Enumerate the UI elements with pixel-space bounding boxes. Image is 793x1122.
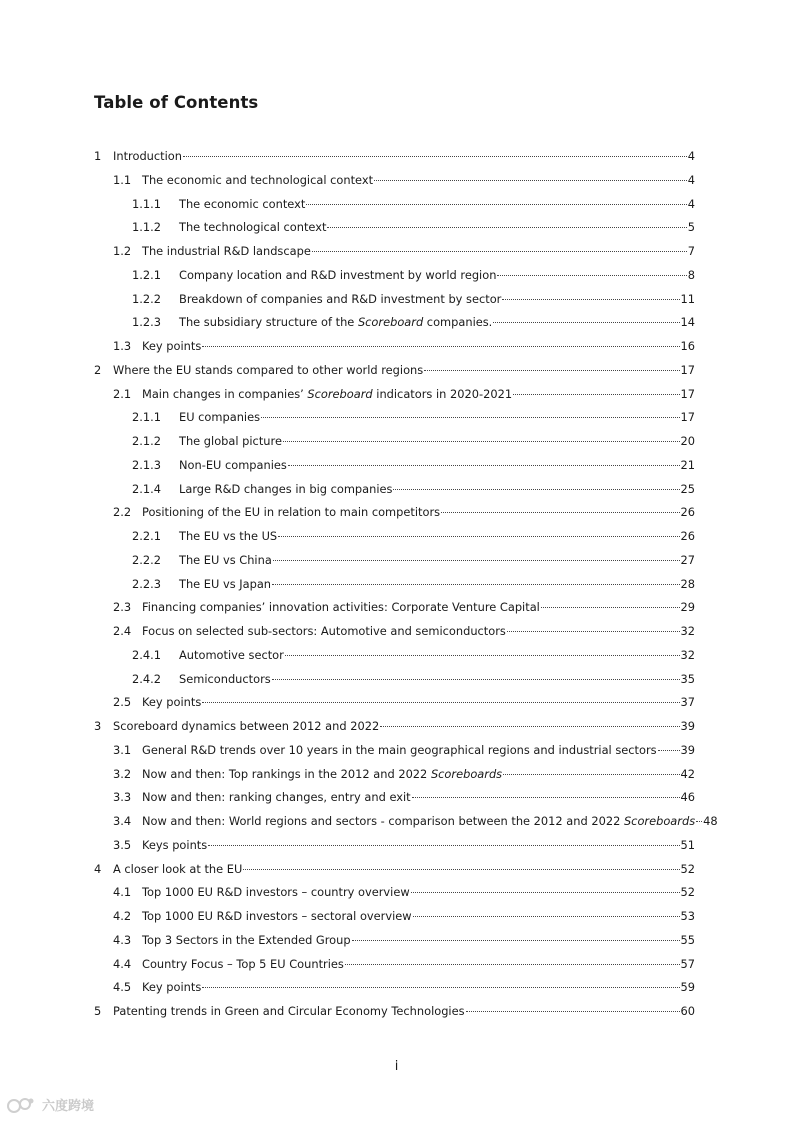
toc-entry-title: EU companies xyxy=(179,410,261,425)
toc-entry-title: The industrial R&D landscape xyxy=(142,244,311,258)
toc-entry[interactable] xyxy=(94,264,695,288)
dot-leader xyxy=(658,750,680,751)
toc-entry-page: 32 xyxy=(680,624,695,638)
page-number: i xyxy=(394,1059,399,1074)
toc-entry-page: 4 xyxy=(687,149,695,163)
toc-entry-title-emphasis: Scoreboard xyxy=(307,386,373,401)
dot-leader xyxy=(202,346,679,347)
watermark xyxy=(6,1095,94,1114)
toc-entry[interactable] xyxy=(94,454,695,478)
toc-entry-page: 35 xyxy=(680,671,695,686)
toc-entry[interactable] xyxy=(94,549,695,573)
toc-entry-page: 4 xyxy=(687,196,695,211)
toc-entry-number: 2.1.3 xyxy=(132,457,161,472)
toc-entry-number: 5 xyxy=(94,1004,102,1018)
toc-entry-page: 57 xyxy=(680,956,695,971)
toc-entry-page: 21 xyxy=(680,457,695,472)
toc-entry-number: 2.3 xyxy=(113,600,132,615)
dot-leader xyxy=(273,560,680,561)
toc-entry-title: Breakdown of companies and R&D investment by sector xyxy=(179,291,502,306)
toc-entry-page: 5 xyxy=(687,220,695,235)
dot-leader xyxy=(374,180,687,181)
dot-leader xyxy=(183,156,687,157)
toc-entry-title-emphasis: Scoreboard xyxy=(357,315,424,330)
toc-entry-page: 26 xyxy=(680,505,695,520)
toc-entry-number: 2.4 xyxy=(113,624,132,638)
dot-leader xyxy=(497,275,686,276)
toc-entry-title: Positioning of the EU in relation to main competitors xyxy=(142,505,441,520)
toc-entry[interactable] xyxy=(94,335,695,359)
toc-entry-title: Top 1000 EU R&D investors – country overview xyxy=(142,885,410,900)
toc-entry-number: 4.1 xyxy=(113,885,132,900)
toc-entry[interactable] xyxy=(94,976,695,1000)
dot-leader xyxy=(352,940,680,941)
toc-entry-title xyxy=(142,383,512,407)
dot-leader xyxy=(208,845,679,846)
toc-entry-page: 7 xyxy=(687,244,695,258)
toc-entry-number: 2.2.1 xyxy=(132,529,161,543)
toc-entry-title: General R&D trends over 10 years in the main geographical regions and industrial sectors xyxy=(142,742,657,757)
toc-entry-title: Large R&D changes in big companies xyxy=(179,481,393,496)
dot-leader xyxy=(413,916,680,917)
toc-entry[interactable] xyxy=(94,359,695,383)
toc-entry[interactable] xyxy=(94,858,695,882)
toc-entry-title-part: Main changes in companies’ xyxy=(142,386,308,401)
toc-entry-title: Introduction xyxy=(113,149,182,163)
toc-entry-number: 2.1 xyxy=(113,386,132,401)
toc-entry-number: 1.1.2 xyxy=(132,220,161,235)
toc-entry[interactable] xyxy=(94,311,695,335)
dot-leader xyxy=(393,489,679,490)
toc-entry-page: 16 xyxy=(680,339,695,353)
toc-entry-number: 1.3 xyxy=(113,339,132,353)
toc-entry-number: 2.4.1 xyxy=(132,647,161,662)
toc-entry-number: 4.3 xyxy=(113,932,132,947)
toc-entry-title: Where the EU stands compared to other world regions xyxy=(113,362,424,377)
toc-entry[interactable] xyxy=(94,881,695,905)
dot-leader xyxy=(272,584,679,585)
toc-entry-title: Patenting trends in Green and Circular Economy Technologies xyxy=(113,1004,465,1018)
dot-leader xyxy=(412,797,680,798)
dot-leader xyxy=(202,702,679,703)
dot-leader xyxy=(466,1011,680,1012)
toc-entry-number: 1.2.3 xyxy=(132,315,161,330)
dot-leader xyxy=(380,726,679,727)
toc-entry[interactable] xyxy=(94,691,695,715)
toc-entry[interactable] xyxy=(94,216,695,240)
dot-leader xyxy=(503,774,679,775)
toc-entry-number: 1.1 xyxy=(113,172,132,187)
toc-entry-title: The economic context xyxy=(179,196,306,211)
dot-leader xyxy=(272,679,680,680)
toc-entry-page: 8 xyxy=(687,267,695,282)
toc-entry-title-part: Now and then: Top rankings in the 2012 and 2022 xyxy=(142,766,431,781)
toc-entry-page: 11 xyxy=(680,291,695,306)
dot-leader xyxy=(493,322,679,323)
toc-entry[interactable] xyxy=(94,668,695,692)
dot-leader xyxy=(243,869,679,870)
toc-entry-title-emphasis: Scoreboards xyxy=(430,766,503,781)
toc-entry[interactable] xyxy=(94,169,695,193)
toc-entry-page: 27 xyxy=(680,552,695,567)
toc-entry-number: 3.2 xyxy=(113,766,132,781)
toc-entry[interactable] xyxy=(94,1000,695,1024)
toc-entry-page: 52 xyxy=(680,861,695,876)
toc-entry-number: 2.2.2 xyxy=(132,552,161,567)
toc-entry[interactable] xyxy=(94,596,695,620)
toc-entry-page: 39 xyxy=(680,719,695,733)
toc-entry[interactable] xyxy=(94,834,695,858)
toc-entry[interactable] xyxy=(94,240,695,264)
toc-entry-page: 14 xyxy=(680,315,695,330)
toc-entry[interactable] xyxy=(94,929,695,953)
dot-leader xyxy=(306,204,686,205)
toc-entry-number: 1.2.2 xyxy=(132,291,161,306)
toc-entry-title: Focus on selected sub-sectors: Automotive and semiconductors xyxy=(142,624,506,638)
dot-leader xyxy=(502,299,679,300)
toc-entry-page: 17 xyxy=(680,386,695,401)
dot-leader xyxy=(696,821,702,822)
dot-leader xyxy=(327,227,686,228)
toc-entry-title: Keys points xyxy=(142,837,208,852)
toc-entry-page: 4 xyxy=(687,172,695,187)
toc-entry-page: 28 xyxy=(680,576,695,591)
toc-entry-number: 2.2 xyxy=(113,505,132,520)
toc-entry-page: 26 xyxy=(680,529,695,543)
toc-entry[interactable] xyxy=(94,810,718,834)
toc-entry-number: 2.1.1 xyxy=(132,410,161,425)
toc-entry-number: 3.5 xyxy=(113,837,132,852)
page-title: Table of Contents xyxy=(94,93,259,112)
logo-mark-icon xyxy=(6,1096,36,1114)
toc-entry-number: 2.2.3 xyxy=(132,576,161,591)
dot-leader xyxy=(312,251,687,252)
toc-entry-title: Key points xyxy=(142,339,202,353)
dot-leader xyxy=(424,370,679,371)
toc-entry-page: 53 xyxy=(680,909,695,923)
toc-entry-title: Automotive sector xyxy=(179,647,284,662)
toc-entry-title: Top 1000 EU R&D investors – sectoral overview xyxy=(142,909,412,923)
dot-leader xyxy=(441,512,679,513)
toc-entry-page: 42 xyxy=(680,766,695,781)
toc-entry-number: 2.5 xyxy=(113,695,132,710)
toc-entry-number: 3.3 xyxy=(113,790,132,805)
toc-entry-title: Now and then: ranking changes, entry and exit xyxy=(142,790,411,805)
dot-leader xyxy=(345,964,680,965)
toc-entry[interactable] xyxy=(94,786,695,810)
toc-entry-title-emphasis: Scoreboards xyxy=(623,814,696,828)
dot-leader xyxy=(288,465,680,466)
toc-entry[interactable] xyxy=(94,739,695,763)
toc-entry-title: The global picture xyxy=(179,434,282,448)
toc-entry-page: 59 xyxy=(680,980,695,995)
toc-entry-page: 39 xyxy=(680,742,695,757)
toc-entry-title xyxy=(142,763,502,787)
toc-entry[interactable] xyxy=(94,644,695,668)
toc-entry-page: 48 xyxy=(703,814,718,828)
toc-entry-title: The EU vs the US xyxy=(179,529,278,543)
toc-entry-number: 4 xyxy=(94,861,102,876)
dot-leader xyxy=(507,631,680,632)
toc-entry[interactable] xyxy=(94,193,695,217)
dot-leader xyxy=(278,536,679,537)
toc-entry-title-part: The subsidiary structure of the xyxy=(179,315,358,330)
toc-entry-page: 55 xyxy=(680,932,695,947)
toc-entry-number: 1.1.1 xyxy=(132,196,161,211)
watermark-text: 六度跨境 xyxy=(42,1099,95,1114)
toc-entry-title-part: Now and then: World regions and sectors - comparison between the 2012 and 2022 xyxy=(142,814,624,828)
toc-entry-title: Scoreboard dynamics between 2012 and 2022 xyxy=(113,719,380,733)
toc-entry[interactable] xyxy=(94,525,695,549)
toc-entry[interactable] xyxy=(94,478,695,502)
toc-entry[interactable] xyxy=(94,715,695,739)
toc-entry[interactable] xyxy=(94,905,695,929)
toc-entry-title: The EU vs Japan xyxy=(179,576,272,591)
toc-entry-number: 2.1.2 xyxy=(132,434,161,448)
toc-entry[interactable] xyxy=(94,501,695,525)
toc-entry-page: 60 xyxy=(680,1004,695,1018)
toc-entry-number: 3.4 xyxy=(113,814,132,828)
toc-entry[interactable] xyxy=(94,406,695,430)
toc-entry-page: 25 xyxy=(680,481,695,496)
toc-entry-number: 3.1 xyxy=(113,742,132,757)
dot-leader xyxy=(283,441,680,442)
dot-leader xyxy=(411,892,680,893)
toc-entry-title: Country Focus – Top 5 EU Countries xyxy=(142,956,344,971)
toc-entry-title: Financing companies’ innovation activities: Corporate Venture Capital xyxy=(142,600,540,615)
toc-entry-page: 52 xyxy=(680,885,695,900)
toc-entry-page: 51 xyxy=(680,837,695,852)
toc-entry-title: Key points xyxy=(142,695,202,710)
toc-entry-page: 37 xyxy=(680,695,695,710)
toc-entry-number: 2.4.2 xyxy=(132,671,161,686)
dot-leader xyxy=(261,417,679,418)
toc-entry-title: Company location and R&D investment by world region xyxy=(179,267,497,282)
toc-entry-page: 29 xyxy=(680,600,695,615)
toc-entry[interactable] xyxy=(94,573,695,597)
toc-entry[interactable] xyxy=(94,953,695,977)
toc-entry[interactable] xyxy=(94,620,695,644)
toc-entry-number: 4.2 xyxy=(113,909,132,923)
toc-entry-title: Non-EU companies xyxy=(179,457,287,472)
toc-entry-number: 1 xyxy=(94,149,102,163)
dot-leader xyxy=(513,394,679,395)
toc-entry-title-part: companies. xyxy=(423,315,493,330)
toc-entry-title: A closer look at the EU xyxy=(113,861,243,876)
toc-entry-page: 32 xyxy=(680,647,695,662)
toc-entry[interactable] xyxy=(94,383,695,407)
toc-entry-number: 1.2 xyxy=(113,244,132,258)
toc-entry-number: 2 xyxy=(94,362,102,377)
dot-leader xyxy=(202,987,679,988)
toc-entry[interactable] xyxy=(94,763,695,787)
toc-entry-title xyxy=(142,810,695,834)
toc-entry-page: 17 xyxy=(680,410,695,425)
toc-entry-title: Semiconductors xyxy=(179,671,271,686)
table-of-contents xyxy=(94,145,718,1024)
toc-entry[interactable] xyxy=(94,288,695,312)
toc-entry-title xyxy=(179,311,492,335)
toc-entry-title: Top 3 Sectors in the Extended Group xyxy=(142,932,351,947)
toc-entry[interactable] xyxy=(94,145,695,169)
toc-entry-title-part: indicators in 2020-2021 xyxy=(372,386,513,401)
dot-leader xyxy=(541,607,680,608)
toc-entry-number: 1.2.1 xyxy=(132,267,161,282)
toc-entry-title: The economic and technological context xyxy=(142,172,374,187)
toc-entry-title: The EU vs China xyxy=(179,552,272,567)
toc-entry-number: 4.5 xyxy=(113,980,132,995)
toc-entry-title: The technological context xyxy=(179,220,327,235)
toc-entry-page: 17 xyxy=(680,362,695,377)
toc-entry-page: 46 xyxy=(680,790,695,805)
toc-entry-number: 3 xyxy=(94,719,102,733)
dot-leader xyxy=(285,655,680,656)
toc-entry[interactable] xyxy=(94,430,695,454)
toc-entry-title: Key points xyxy=(142,980,202,995)
toc-entry-page: 20 xyxy=(680,434,695,448)
toc-entry-number: 2.1.4 xyxy=(132,481,161,496)
toc-entry-number: 4.4 xyxy=(113,956,132,971)
